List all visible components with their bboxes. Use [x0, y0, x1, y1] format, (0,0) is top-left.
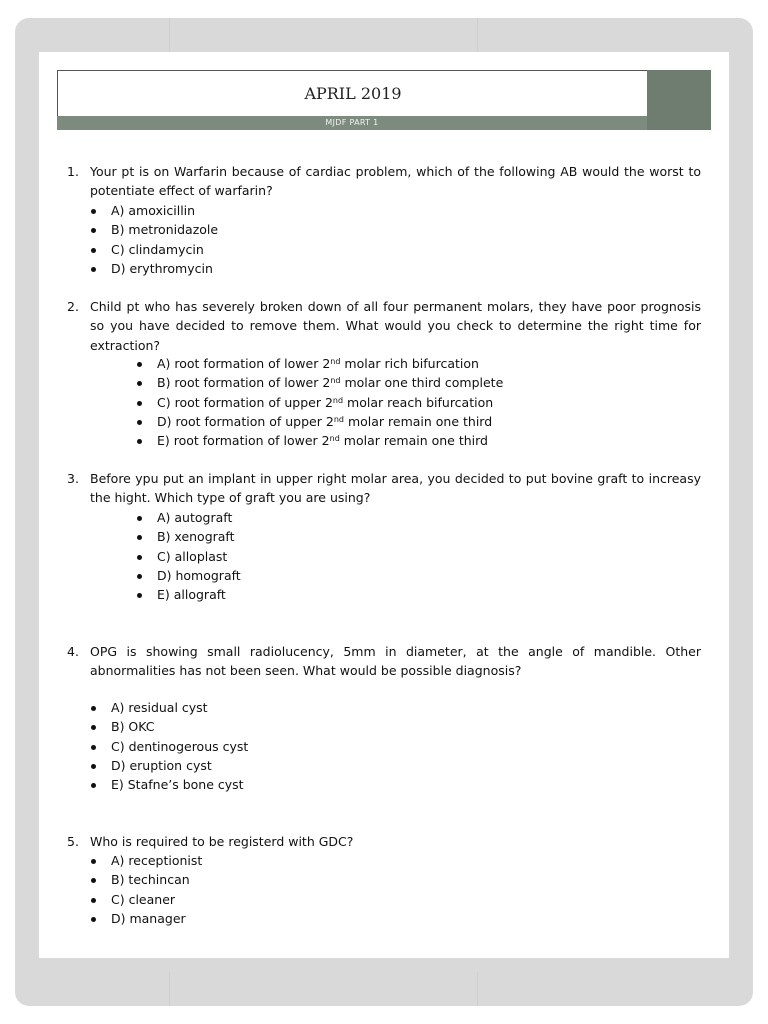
list-item: E) allograft: [135, 585, 241, 604]
question-text: Before ypu put an implant in upper right molar area, you decided to put bovine graft to increasy the hight. Which type of graft you are using?: [90, 471, 701, 506]
list-item: C) clindamycin: [89, 240, 218, 259]
list-item: A) residual cyst: [89, 698, 248, 717]
list-item: D) eruption cyst: [89, 756, 248, 775]
question-text: Who is required to be registerd with GDC?: [90, 834, 354, 849]
list-item: D) root formation of upper 2nd molar remain one third: [135, 412, 503, 431]
option-list: [89, 851, 202, 928]
question-3: [69, 469, 701, 508]
question-number: 4.: [67, 644, 79, 659]
option-list: [89, 698, 248, 794]
list-item: E) Stafne’s bone cyst: [89, 775, 248, 794]
document-page: [39, 52, 729, 958]
list-item: D) erythromycin: [89, 259, 218, 278]
list-item: B) root formation of lower 2nd molar one third complete: [135, 373, 503, 392]
grid-line: [169, 18, 170, 52]
list-item: B) xenograft: [135, 527, 241, 546]
list-item: E) root formation of lower 2nd molar remain one third: [135, 431, 503, 450]
grid-line: [477, 972, 478, 1006]
list-item: A) amoxicillin: [89, 201, 218, 220]
option-list: [89, 201, 218, 278]
question-text: OPG is showing small radiolucency, 5mm in diameter, at the angle of mandible. Other abnormalities has not been seen. What would be possible diagnosis?: [90, 644, 701, 679]
page-subtitle: MJDF PART 1: [57, 116, 647, 130]
question-number: 5.: [67, 834, 79, 849]
question-4: [69, 642, 701, 681]
question-1: [69, 162, 701, 201]
list-item: D) manager: [89, 909, 202, 928]
question-text: Your pt is on Warfarin because of cardiac problem, which of the following AB would the worst to potentiate effect of warfarin?: [90, 164, 701, 199]
question-text: Child pt who has severely broken down of all four permanent molars, they have poor prognosis so you have decided to remove them. What would you check to determine the right time for extraction?: [90, 299, 701, 353]
list-item: C) root formation of upper 2nd molar reach bifurcation: [135, 393, 503, 412]
grid-line: [169, 972, 170, 1006]
option-list: [135, 354, 503, 450]
list-item: A) root formation of lower 2nd molar rich bifurcation: [135, 354, 503, 373]
list-item: B) OKC: [89, 717, 248, 736]
question-5: [69, 832, 701, 851]
question-number: 3.: [67, 471, 79, 486]
list-item: C) cleaner: [89, 890, 202, 909]
grid-line: [477, 18, 478, 52]
list-item: C) dentinogerous cyst: [89, 737, 248, 756]
list-item: A) receptionist: [89, 851, 202, 870]
question-list: [39, 52, 729, 958]
question-number: 1.: [67, 164, 79, 179]
list-item: D) homograft: [135, 566, 241, 585]
list-item: A) autograft: [135, 508, 241, 527]
question-number: 2.: [67, 299, 79, 314]
option-list: [135, 508, 241, 604]
list-item: B) metronidazole: [89, 220, 218, 239]
list-item: C) alloplast: [135, 547, 241, 566]
list-item: B) techincan: [89, 870, 202, 889]
question-2: [69, 297, 701, 355]
page-title: APRIL 2019: [304, 84, 402, 103]
